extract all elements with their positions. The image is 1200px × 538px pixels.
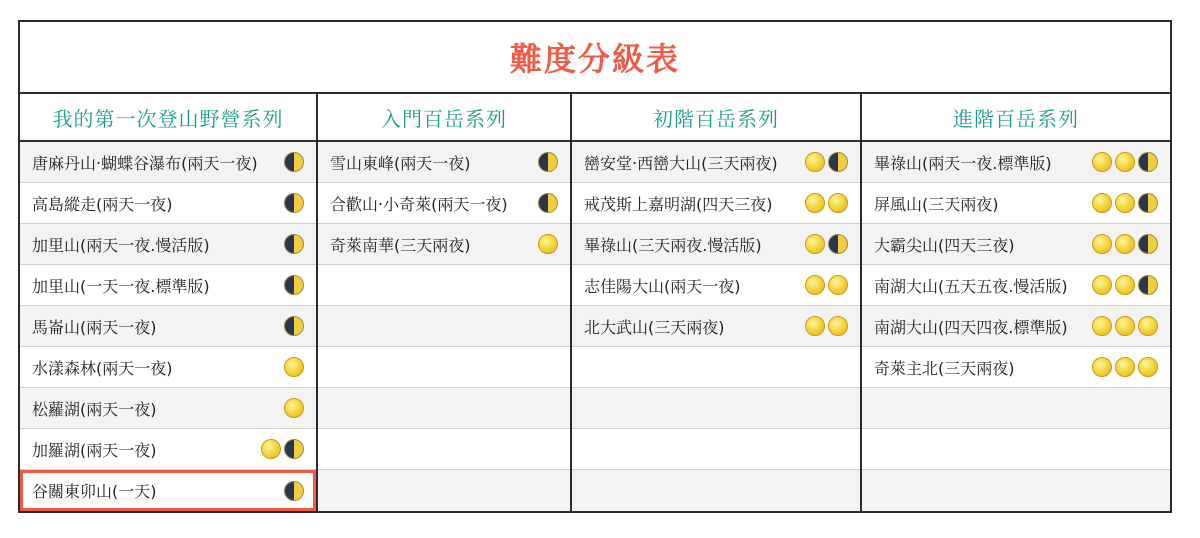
full-moon-icon [1092,316,1112,336]
route-label: 志佳陽大山(兩天一夜) [584,276,741,296]
difficulty-icons [1092,234,1158,254]
half-moon-icon [284,439,304,459]
route-row [572,429,860,470]
difficulty-icons [805,193,848,213]
route-row [862,306,1170,347]
difficulty-icons [805,316,848,336]
difficulty-icons [261,439,304,459]
route-row [862,265,1170,306]
half-moon-icon [284,193,304,213]
route-label: 馬崙山(兩天一夜) [32,317,157,337]
half-moon-icon [284,481,304,501]
full-moon-icon [1115,316,1135,336]
route-label: 合歡山‧小奇萊(兩天一夜) [330,194,508,214]
route-label: 戒茂斯上嘉明湖(四天三夜) [584,194,773,214]
route-label: 畢祿山(三天兩夜.慢活版) [584,235,762,255]
half-moon-icon [284,275,304,295]
route-row [862,429,1170,470]
route-label: 奇萊南華(三天兩夜) [330,235,471,255]
route-row [862,388,1170,429]
difficulty-icons [284,357,304,377]
route-row [318,429,570,470]
route-label: 奇萊主北(三天兩夜) [874,358,1015,378]
column-beginner-peaks [572,94,862,513]
column-first-camping [20,94,318,513]
route-label: 大霸尖山(四天三夜) [874,235,1015,255]
full-moon-icon [805,316,825,336]
column-rows [572,142,860,511]
route-row [318,306,570,347]
difficulty-icons [1092,316,1158,336]
full-moon-icon [828,193,848,213]
full-moon-icon [828,316,848,336]
column-header: 初階百岳系列 [572,94,860,142]
route-row [20,265,316,306]
full-moon-icon [1092,152,1112,172]
half-moon-icon [284,316,304,336]
route-row [572,388,860,429]
full-moon-icon [828,275,848,295]
difficulty-icons [284,398,304,418]
route-row [20,429,316,470]
column-advanced-peaks [862,94,1170,513]
full-moon-icon [805,234,825,254]
route-row [862,470,1170,511]
difficulty-icons [284,481,304,501]
route-row [20,306,316,347]
difficulty-icons [1092,275,1158,295]
full-moon-icon [1115,193,1135,213]
route-row [862,347,1170,388]
route-label: 松蘿湖(兩天一夜) [32,399,157,419]
route-row [20,347,316,388]
route-row [318,347,570,388]
half-moon-icon [1138,275,1158,295]
difficulty-icons [1092,152,1158,172]
route-row [572,183,860,224]
difficulty-icons [538,152,558,172]
route-row [318,470,570,511]
route-row [572,470,860,511]
route-row [862,183,1170,224]
full-moon-icon [805,275,825,295]
difficulty-icons [284,275,304,295]
full-moon-icon [261,439,281,459]
column-rows [318,142,570,511]
column-intro-peaks [318,94,572,513]
half-moon-icon [538,152,558,172]
difficulty-icons [538,234,558,254]
full-moon-icon [284,398,304,418]
table-columns [20,94,1170,513]
route-label: 水漾森林(兩天一夜) [32,358,173,378]
difficulty-icons [284,152,304,172]
full-moon-icon [1115,357,1135,377]
column-rows [20,142,316,511]
full-moon-icon [284,357,304,377]
route-label: 加羅湖(兩天一夜) [32,440,157,460]
route-row [572,265,860,306]
full-moon-icon [1092,357,1112,377]
column-header: 入門百岳系列 [318,94,570,142]
route-label: 加里山(兩天一夜.慢活版) [32,235,210,255]
half-moon-icon [828,234,848,254]
difficulty-icons [284,193,304,213]
highlighted-route-row [20,470,316,511]
route-row [318,265,570,306]
route-label: 南湖大山(五天五夜.慢活版) [874,276,1068,296]
full-moon-icon [1092,193,1112,213]
route-label: 巒安堂‧西巒大山(三天兩夜) [584,153,778,173]
difficulty-icons [1092,357,1158,377]
column-header: 我的第一次登山野營系列 [20,94,316,142]
route-row [572,347,860,388]
route-row [20,224,316,265]
difficulty-table [18,20,1172,513]
route-label: 雪山東峰(兩天一夜) [330,153,471,173]
difficulty-icons [538,193,558,213]
full-moon-icon [1138,357,1158,377]
route-label: 南湖大山(四天四夜.標準版) [874,317,1068,337]
route-label: 畢祿山(兩天一夜.標準版) [874,153,1052,173]
full-moon-icon [1115,234,1135,254]
route-row [20,388,316,429]
route-row [572,142,860,183]
full-moon-icon [1092,234,1112,254]
difficulty-icons [284,234,304,254]
full-moon-icon [1115,275,1135,295]
table-title: 難度分級表 [20,22,1170,94]
route-label: 加里山(一天一夜.標準版) [32,276,210,296]
full-moon-icon [1138,316,1158,336]
route-row [318,224,570,265]
full-moon-icon [805,193,825,213]
column-header: 進階百岳系列 [862,94,1170,142]
route-row [318,142,570,183]
route-row [318,388,570,429]
route-row [572,306,860,347]
half-moon-icon [284,152,304,172]
half-moon-icon [538,193,558,213]
route-row [862,142,1170,183]
route-label: 北大武山(三天兩夜) [584,317,725,337]
route-row [20,142,316,183]
half-moon-icon [828,152,848,172]
column-rows [862,142,1170,511]
route-label: 屏風山(三天兩夜) [874,194,999,214]
full-moon-icon [805,152,825,172]
half-moon-icon [1138,193,1158,213]
half-moon-icon [1138,152,1158,172]
route-row [572,224,860,265]
difficulty-icons [284,316,304,336]
difficulty-icons [1092,193,1158,213]
difficulty-icons [805,234,848,254]
full-moon-icon [1092,275,1112,295]
full-moon-icon [538,234,558,254]
half-moon-icon [1138,234,1158,254]
route-row [20,183,316,224]
half-moon-icon [284,234,304,254]
route-label: 高島縱走(兩天一夜) [32,194,173,214]
difficulty-icons [805,275,848,295]
route-row [862,224,1170,265]
route-label: 唐麻丹山‧蝴蝶谷瀑布(兩天一夜) [32,153,258,173]
difficulty-icons [805,152,848,172]
route-label: 谷關東卯山(一天) [32,482,157,501]
full-moon-icon [1115,152,1135,172]
route-row [318,183,570,224]
